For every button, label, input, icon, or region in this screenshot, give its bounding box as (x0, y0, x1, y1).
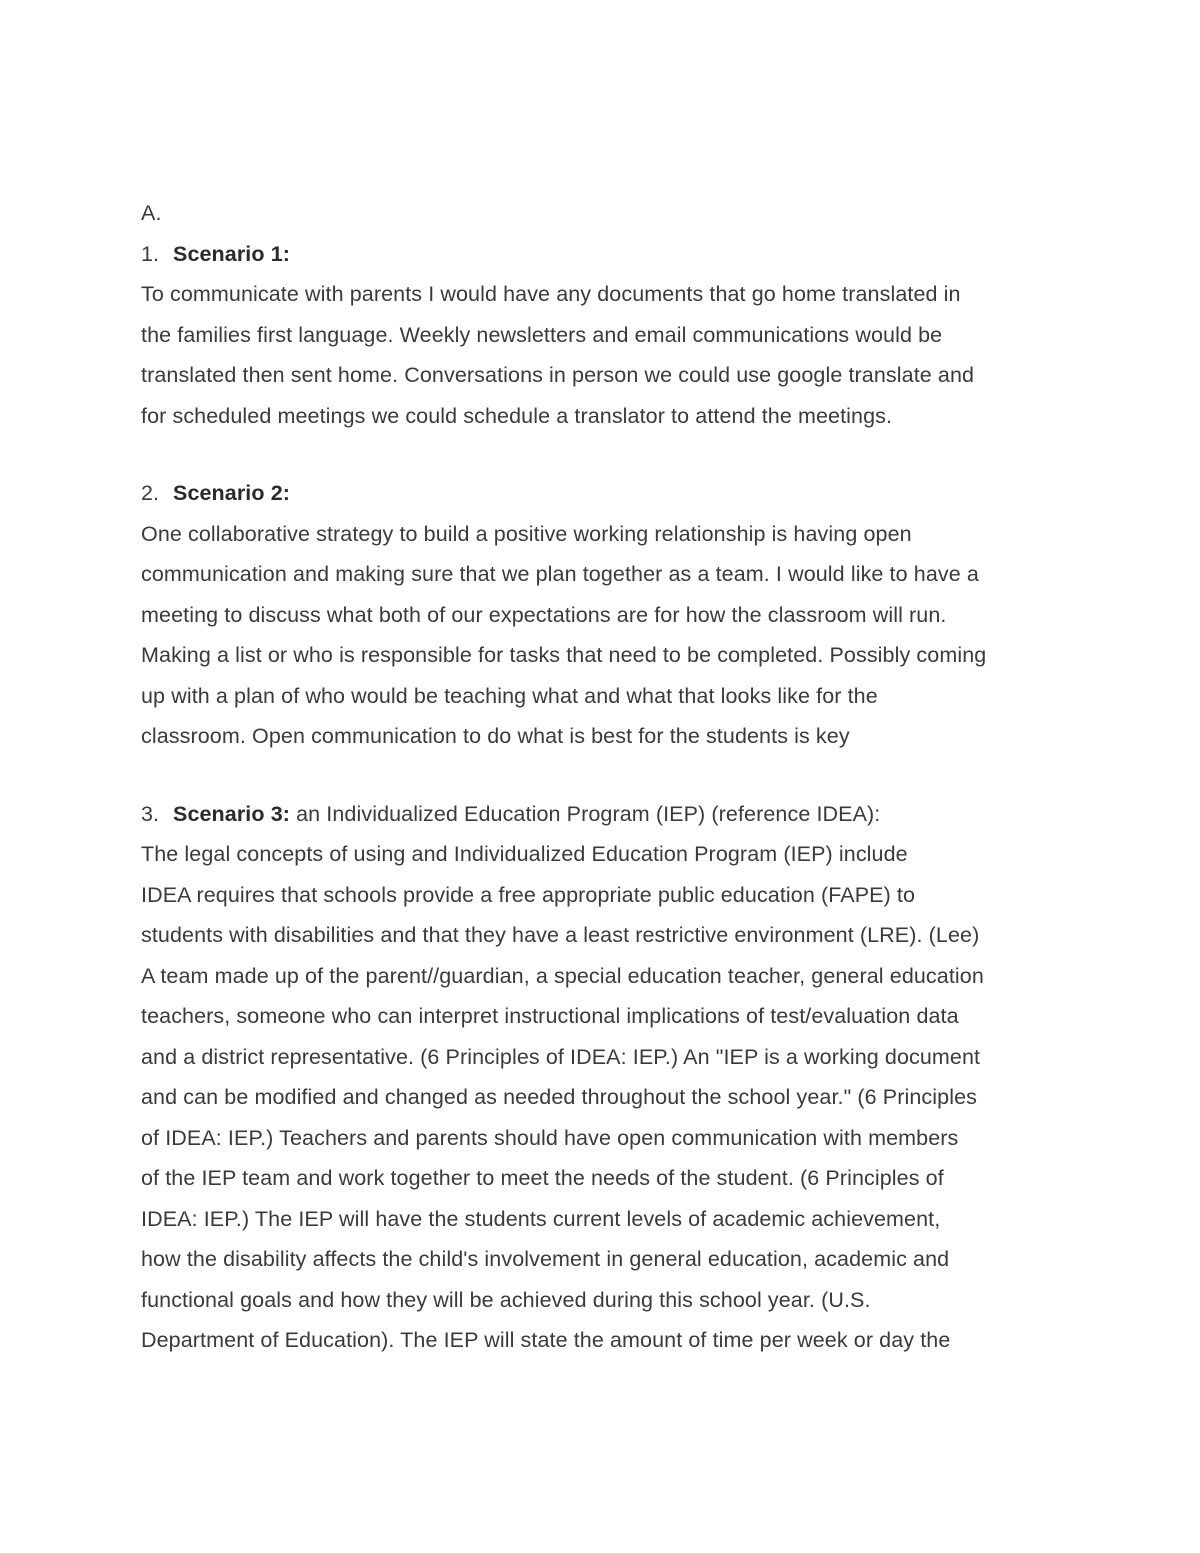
scenario-number: 1. (141, 241, 160, 266)
paragraph-line: translated then sent home. Conversations in person we could use google translate and (141, 363, 975, 387)
paragraph-line: teachers, someone who can interpret instructional implications of test/evaluation data (141, 1004, 959, 1028)
paragraph-spacer (141, 436, 1071, 473)
paragraph-line: students with disabilities and that they have a least restrictive environment (LRE). (Lee) (141, 923, 980, 947)
paragraph-line: communication and making sure that we plan together as a team. I would like to have a (141, 562, 979, 586)
paragraph-line: how the disability affects the child's involvement in general education, academic and (141, 1247, 950, 1271)
paragraph-line: One collaborative strategy to build a positive working relationship is having open (141, 521, 912, 546)
scenario-heading (141, 794, 1071, 835)
scenario-3 (141, 794, 1071, 1361)
scenario-heading (141, 234, 1071, 275)
paragraph-line: for scheduled meetings we could schedule a translator to attend the meetings. (141, 403, 893, 428)
scenario-number: 3. (141, 801, 160, 826)
paragraph-line: A team made up of the parent//guardian, a special education teacher, general education (141, 963, 984, 988)
scenario-number: 2. (141, 481, 160, 505)
paragraph-line: The legal concepts of using and Individualized Education Program (IEP) include (141, 842, 908, 866)
paragraph-line: functional goals and how they will be achieved during this school year. (U.S. (141, 1287, 871, 1312)
scenario-label: Scenario 3: (173, 801, 291, 826)
paragraph-line: Department of Education). The IEP will state the amount of time per week or day the (141, 1328, 951, 1352)
paragraph-line: Making a list or who is responsible for tasks that need to be completed. Possibly coming (141, 643, 987, 667)
scenario-label: Scenario 1: (173, 241, 291, 266)
paragraph-line: meeting to discuss what both of our expectations are for how the classroom will run. (141, 602, 947, 627)
scenario-2 (141, 473, 1071, 757)
paragraph-line: the families first language. Weekly newsletters and email communications would be (141, 322, 943, 347)
paragraph-line: classroom. Open communication to do what is best for the students is key (141, 724, 850, 748)
document-page (141, 193, 1071, 1361)
paragraph-line: IDEA: IEP.) The IEP will have the students current levels of academic achievement, (141, 1206, 941, 1231)
paragraph-line: IDEA requires that schools provide a free appropriate public education (FAPE) to (141, 882, 916, 907)
paragraph-line: and can be modified and changed as needed throughout the school year." (6 Principles (141, 1085, 977, 1109)
scenario-1 (141, 234, 1071, 437)
paragraph-line: and a district representative. (6 Principles of IDEA: IEP.) An "IEP is a working document (141, 1044, 981, 1069)
paragraph-line: of IDEA: IEP.) Teachers and parents should have open communication with members (141, 1125, 959, 1150)
paragraph-line: up with a plan of who would be teaching what and what that looks like for the (141, 683, 878, 708)
scenario-heading-suffix: an Individualized Education Program (IEP) (reference IDEA): (290, 801, 881, 826)
section-letter: A. (141, 201, 162, 225)
paragraph-line: of the IEP team and work together to meet the needs of the student. (6 Principles of (141, 1166, 944, 1190)
paragraph-line: To communicate with parents I would have any documents that go home translated in (141, 282, 961, 306)
scenario-heading (141, 473, 1071, 514)
paragraph-spacer (141, 757, 1071, 794)
scenario-label: Scenario 2: (173, 481, 291, 505)
